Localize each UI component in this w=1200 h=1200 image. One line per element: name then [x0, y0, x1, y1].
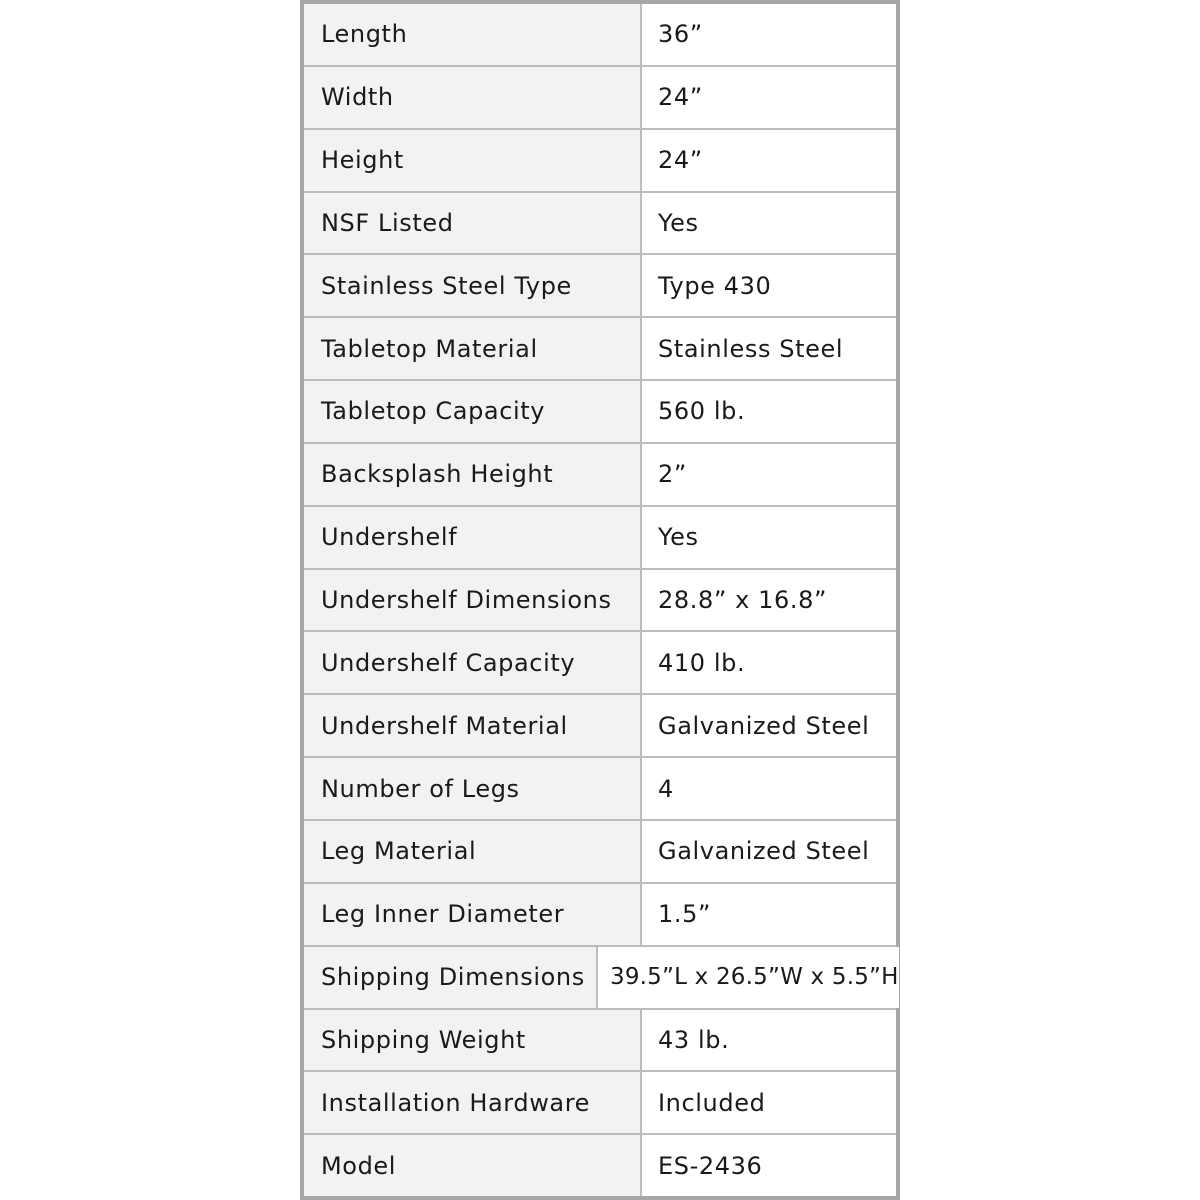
spec-row-width [304, 67, 896, 128]
spec-row-undershelf-capacity [304, 632, 896, 693]
spec-value: 4 [642, 758, 896, 819]
spec-row-backsplash-height [304, 444, 896, 505]
spec-row-height [304, 130, 896, 191]
spec-value: Galvanized Steel [642, 821, 896, 882]
spec-value: Yes [642, 507, 896, 568]
spec-value: 36” [642, 4, 896, 65]
spec-value: 1.5” [642, 884, 896, 945]
spec-value: 560 lb. [642, 381, 896, 442]
spec-label: Length [304, 4, 640, 65]
spec-table [300, 0, 900, 1200]
spec-label: Undershelf Capacity [304, 632, 640, 693]
spec-label: Installation Hardware [304, 1072, 640, 1133]
spec-value: 24” [642, 130, 896, 191]
spec-value: Yes [642, 193, 896, 254]
spec-label: Shipping Weight [304, 1010, 640, 1071]
spec-value: Stainless Steel [642, 318, 896, 379]
spec-row-nsf-listed [304, 193, 896, 254]
spec-label: Leg Material [304, 821, 640, 882]
spec-row-undershelf-dimensions [304, 570, 896, 631]
spec-value: 410 lb. [642, 632, 896, 693]
spec-label: Tabletop Capacity [304, 381, 640, 442]
spec-row-undershelf [304, 507, 896, 568]
spec-label: Shipping Dimensions [304, 947, 596, 1008]
spec-row-installation-hardware [304, 1072, 896, 1133]
spec-value: 2” [642, 444, 896, 505]
spec-label: Undershelf Dimensions [304, 570, 640, 631]
spec-label: Undershelf [304, 507, 640, 568]
spec-label: Backsplash Height [304, 444, 640, 505]
spec-label: Tabletop Material [304, 318, 640, 379]
spec-value: 43 lb. [642, 1010, 896, 1071]
spec-label: Undershelf Material [304, 695, 640, 756]
spec-value: Type 430 [642, 255, 896, 316]
spec-row-leg-material [304, 821, 896, 882]
spec-value: 39.5”L x 26.5”W x 5.5”H [598, 947, 899, 1008]
spec-row-undershelf-material [304, 695, 896, 756]
spec-row-tabletop-capacity [304, 381, 896, 442]
spec-label: Width [304, 67, 640, 128]
spec-row-tabletop-material [304, 318, 896, 379]
spec-row-shipping-weight [304, 1010, 896, 1071]
spec-value: 24” [642, 67, 896, 128]
spec-label: Model [304, 1135, 640, 1196]
spec-row-length [304, 4, 896, 65]
spec-row-leg-inner-diameter [304, 884, 896, 945]
spec-label: Leg Inner Diameter [304, 884, 640, 945]
spec-row-model [304, 1135, 896, 1196]
spec-label: Height [304, 130, 640, 191]
spec-label: NSF Listed [304, 193, 640, 254]
spec-row-shipping-dimensions [304, 947, 899, 1008]
spec-value: 28.8” x 16.8” [642, 570, 896, 631]
spec-row-stainless-steel-type [304, 255, 896, 316]
spec-row-number-of-legs [304, 758, 896, 819]
spec-value: Included [642, 1072, 896, 1133]
spec-value: ES-2436 [642, 1135, 896, 1196]
spec-value: Galvanized Steel [642, 695, 896, 756]
spec-label: Number of Legs [304, 758, 640, 819]
spec-label: Stainless Steel Type [304, 255, 640, 316]
